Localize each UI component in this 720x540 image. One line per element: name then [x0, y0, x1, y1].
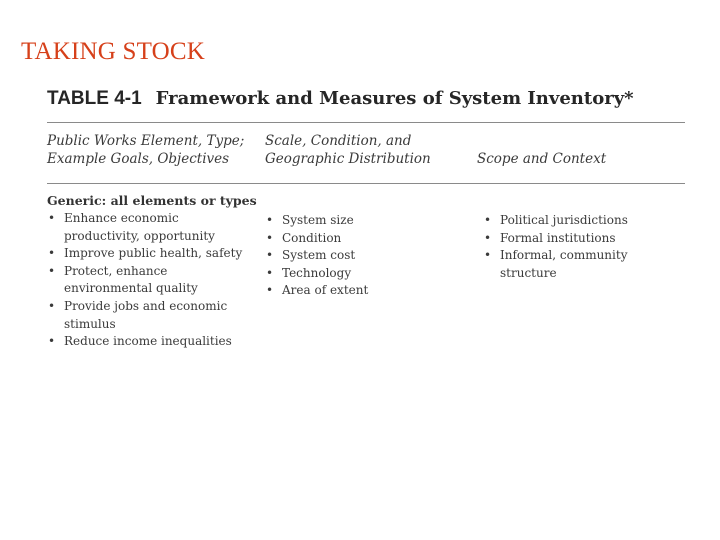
list-item: • Provide jobs and economic stimulus: [48, 298, 228, 331]
column-header-scale: Scale, Condition, and Geographic Distribution: [265, 133, 431, 167]
header-bottom-rule: [47, 183, 685, 184]
list-item: • System size: [266, 213, 354, 227]
table-title: Framework and Measures of System Inventory*: [155, 88, 634, 109]
list-item: • Technology: [266, 265, 352, 280]
list-item: • System cost: [266, 248, 356, 263]
measures-list: [265, 212, 445, 300]
list-item: • Formal institutions: [484, 230, 616, 245]
list-item: • Informal, community structure: [484, 248, 628, 280]
list-item: • Improve public health, safety: [48, 246, 243, 261]
column-header-elements: Public Works Element, Type; Example Goals, Objectives: [47, 133, 245, 167]
list-item: • Political jurisdictions: [484, 213, 628, 227]
column-header-scope: Scope and Context: [477, 151, 607, 167]
table-heading: [47, 88, 685, 110]
list-item: • Enhance economic productivity, opportunity: [48, 211, 215, 243]
list-item: • Area of extent: [266, 283, 369, 298]
slide-title: TAKING STOCK: [21, 38, 205, 65]
list-item: • Condition: [266, 230, 342, 245]
context-list: [483, 212, 683, 282]
list-item: • Protect, enhance environmental quality: [48, 263, 198, 296]
section-label: Generic: all elements or types: [47, 193, 257, 208]
list-item: • Reduce income inequalities: [48, 334, 232, 349]
table-top-rule: [47, 122, 685, 123]
table-number: TABLE 4-1: [47, 88, 142, 109]
goals-list: [47, 210, 252, 351]
inventory-table: [47, 88, 685, 349]
